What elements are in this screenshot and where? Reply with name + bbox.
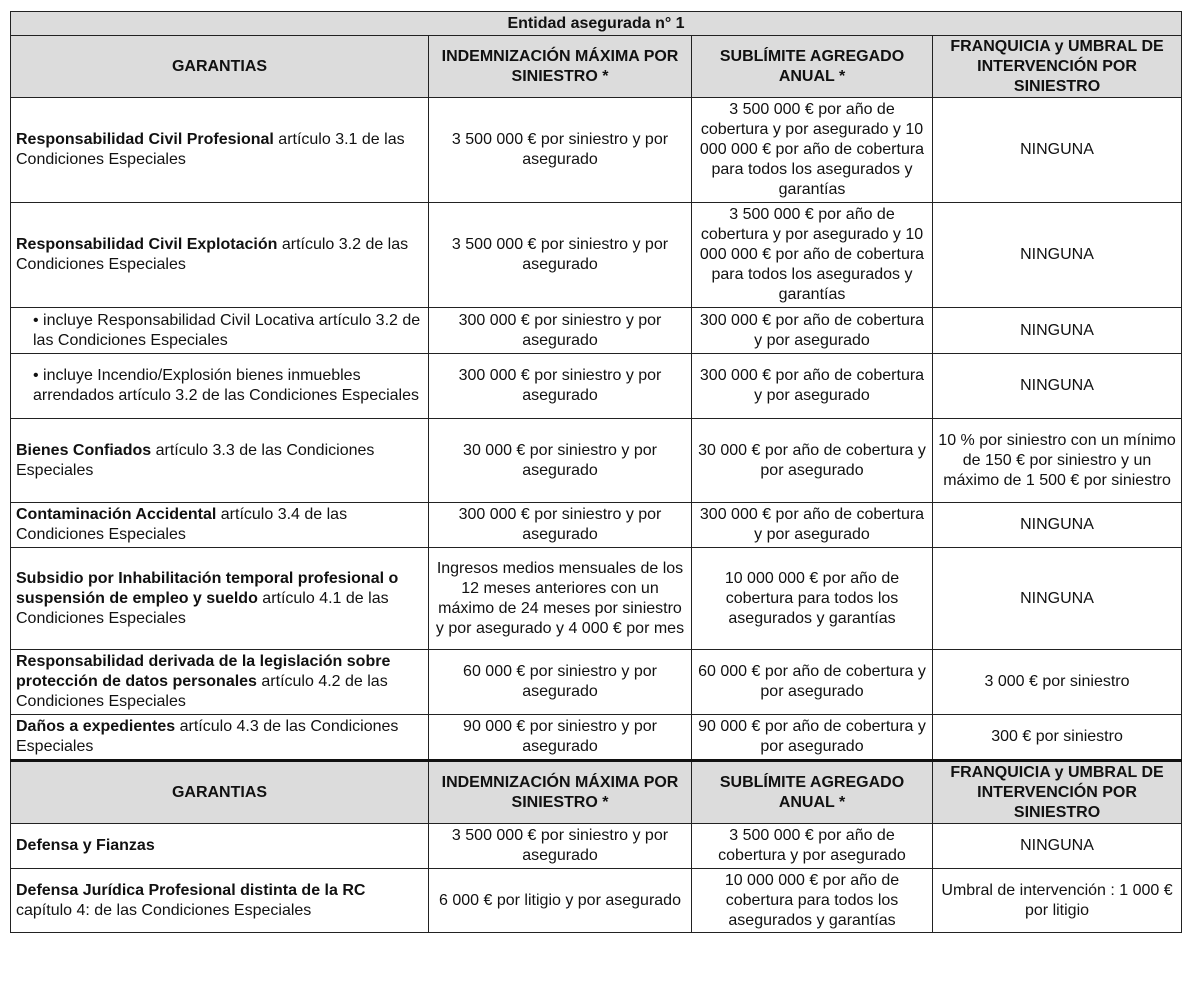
sublimite-cell: 10 000 000 € por año de cobertura para todos los asegurados y garantías [692, 548, 933, 650]
franquicia-cell: 3 000 € por siniestro [933, 650, 1182, 715]
garantia-ref: artículo 4.2 de las Condiciones Especiales [16, 673, 388, 710]
sublimite-cell: 60 000 € por año de cobertura y por asegurado [692, 650, 933, 715]
garantia-name: Responsabilidad derivada de la legislación sobre protección de datos personales [16, 653, 391, 690]
coverage-table [10, 11, 1182, 933]
garantia-cell [11, 203, 429, 308]
garantia-name: Defensa Jurídica Profesional distinta de la RC [16, 881, 366, 899]
indemnizacion-cell: 300 000 € por siniestro y por asegurado [429, 354, 692, 419]
indemnizacion-cell: 3 500 000 € por siniestro y por asegurado [429, 824, 692, 869]
franquicia-cell: NINGUNA [933, 98, 1182, 203]
franquicia-cell: NINGUNA [933, 203, 1182, 308]
table-row [11, 308, 1182, 354]
garantia-cell [11, 650, 429, 715]
indemnizacion-cell: 30 000 € por siniestro y por asegurado [429, 419, 692, 503]
sublimite-cell: 300 000 € por año de cobertura y por asegurado [692, 503, 933, 548]
indemnizacion-cell: 300 000 € por siniestro y por asegurado [429, 503, 692, 548]
garantia-name: Bienes Confiados [16, 441, 152, 459]
garantia-ref: capítulo 4: de las Condiciones Especiales [16, 901, 312, 919]
franquicia-cell: NINGUNA [933, 354, 1182, 419]
table-row [11, 650, 1182, 715]
garantia-name: Responsabilidad Civil Explotación [16, 236, 278, 253]
header-garantias: GARANTIAS [11, 36, 429, 98]
indemnizacion-cell: 3 500 000 € por siniestro y por asegurado [429, 203, 692, 308]
sublimite-cell: 3 500 000 € por año de cobertura y por asegurado y 10 000 000 € por año de cobertura para todos los asegurados y garantías [692, 203, 933, 308]
header-franquicia: FRANQUICIA y UMBRAL DE INTERVENCIÓN POR SINIESTRO [933, 36, 1182, 98]
garantia-name: Subsidio por Inhabilitación temporal profesional o suspensión de empleo y sueldo [16, 569, 399, 607]
header-row-repeat [11, 761, 1182, 824]
header-sublimite: SUBLÍMITE AGREGADO ANUAL * [692, 36, 933, 98]
franquicia-cell: 300 € por siniestro [933, 715, 1182, 761]
sublimite-cell: 30 000 € por año de cobertura y por asegurado [692, 419, 933, 503]
indemnizacion-cell: 60 000 € por siniestro y por asegurado [429, 650, 692, 715]
table-row [11, 98, 1182, 203]
garantia-name: Defensa y Fianzas [16, 837, 155, 854]
indemnizacion-cell: 3 500 000 € por siniestro y por asegurado [429, 98, 692, 203]
header-row [11, 36, 1182, 98]
table-title-row [11, 12, 1182, 36]
garantia-cell [11, 98, 429, 203]
garantia-ref: artículo 3.3 de las Condiciones Especiales [16, 441, 375, 479]
sublimite-cell: 3 500 000 € por año de cobertura y por asegurado [692, 824, 933, 869]
garantia-cell [11, 715, 429, 761]
header-indemnizacion: INDEMNIZACIÓN MÁXIMA POR SINIESTRO * [429, 36, 692, 98]
table-row [11, 715, 1182, 761]
table-row [11, 548, 1182, 650]
table-row [11, 354, 1182, 419]
table-row [11, 503, 1182, 548]
sublimite-cell: 300 000 € por año de cobertura y por asegurado [692, 308, 933, 354]
sublimite-cell: 300 000 € por año de cobertura y por asegurado [692, 354, 933, 419]
franquicia-cell: NINGUNA [933, 548, 1182, 650]
indemnizacion-cell: 6 000 € por litigio y por asegurado [429, 869, 692, 933]
header-garantias: GARANTIAS [11, 761, 429, 824]
sublimite-cell: 3 500 000 € por año de cobertura y por asegurado y 10 000 000 € por año de cobertura para todos los asegurados y garantías [692, 98, 933, 203]
indemnizacion-cell: 90 000 € por siniestro y por asegurado [429, 715, 692, 761]
garantia-cell [11, 824, 429, 869]
garantia-ref: artículo 4.3 de las Condiciones Especiales [16, 718, 399, 755]
garantia-cell [11, 548, 429, 650]
garantia-ref: artículo 4.1 de las Condiciones Especiales [16, 589, 389, 627]
table-row [11, 824, 1182, 869]
garantia-cell [11, 308, 429, 354]
garantia-ref: • incluye Responsabilidad Civil Locativa artículo 3.2 de las Condiciones Especiales [33, 311, 421, 349]
garantia-name: Daños a expedientes [16, 718, 176, 735]
garantia-cell [11, 869, 429, 933]
indemnizacion-cell: 300 000 € por siniestro y por asegurado [429, 308, 692, 354]
franquicia-cell: NINGUNA [933, 503, 1182, 548]
franquicia-cell: NINGUNA [933, 824, 1182, 869]
table-row [11, 419, 1182, 503]
garantia-ref: artículo 3.1 de las Condiciones Especiales [16, 131, 405, 168]
garantia-name: Responsabilidad Civil Profesional [16, 131, 274, 148]
garantia-cell [11, 503, 429, 548]
header-indemnizacion: INDEMNIZACIÓN MÁXIMA POR SINIESTRO * [429, 761, 692, 824]
garantia-ref: artículo 3.2 de las Condiciones Especiales [16, 236, 409, 273]
franquicia-cell: Umbral de intervención : 1 000 € por litigio [933, 869, 1182, 933]
indemnizacion-cell: Ingresos medios mensuales de los 12 meses anteriores con un máximo de 24 meses por siniestro y por asegurado y 4 000 € por mes [429, 548, 692, 650]
garantia-ref: artículo 3.4 de las Condiciones Especiales [16, 506, 348, 543]
franquicia-cell: NINGUNA [933, 308, 1182, 354]
garantia-cell [11, 354, 429, 419]
garantia-cell [11, 419, 429, 503]
garantia-name: Contaminación Accidental [16, 506, 217, 523]
header-franquicia: FRANQUICIA y UMBRAL DE INTERVENCIÓN POR SINIESTRO [933, 761, 1182, 824]
sublimite-cell: 90 000 € por año de cobertura y por asegurado [692, 715, 933, 761]
table-title: Entidad asegurada n° 1 [11, 12, 1182, 36]
sublimite-cell: 10 000 000 € por año de cobertura para todos los asegurados y garantías [692, 869, 933, 933]
franquicia-cell: 10 % por siniestro con un mínimo de 150 € por siniestro y un máximo de 1 500 € por siniestro [933, 419, 1182, 503]
header-sublimite: SUBLÍMITE AGREGADO ANUAL * [692, 761, 933, 824]
table-row [11, 203, 1182, 308]
table-row [11, 869, 1182, 933]
garantia-ref: • incluye Incendio/Explosión bienes inmuebles arrendados artículo 3.2 de las Condiciones Especiales [33, 367, 420, 404]
